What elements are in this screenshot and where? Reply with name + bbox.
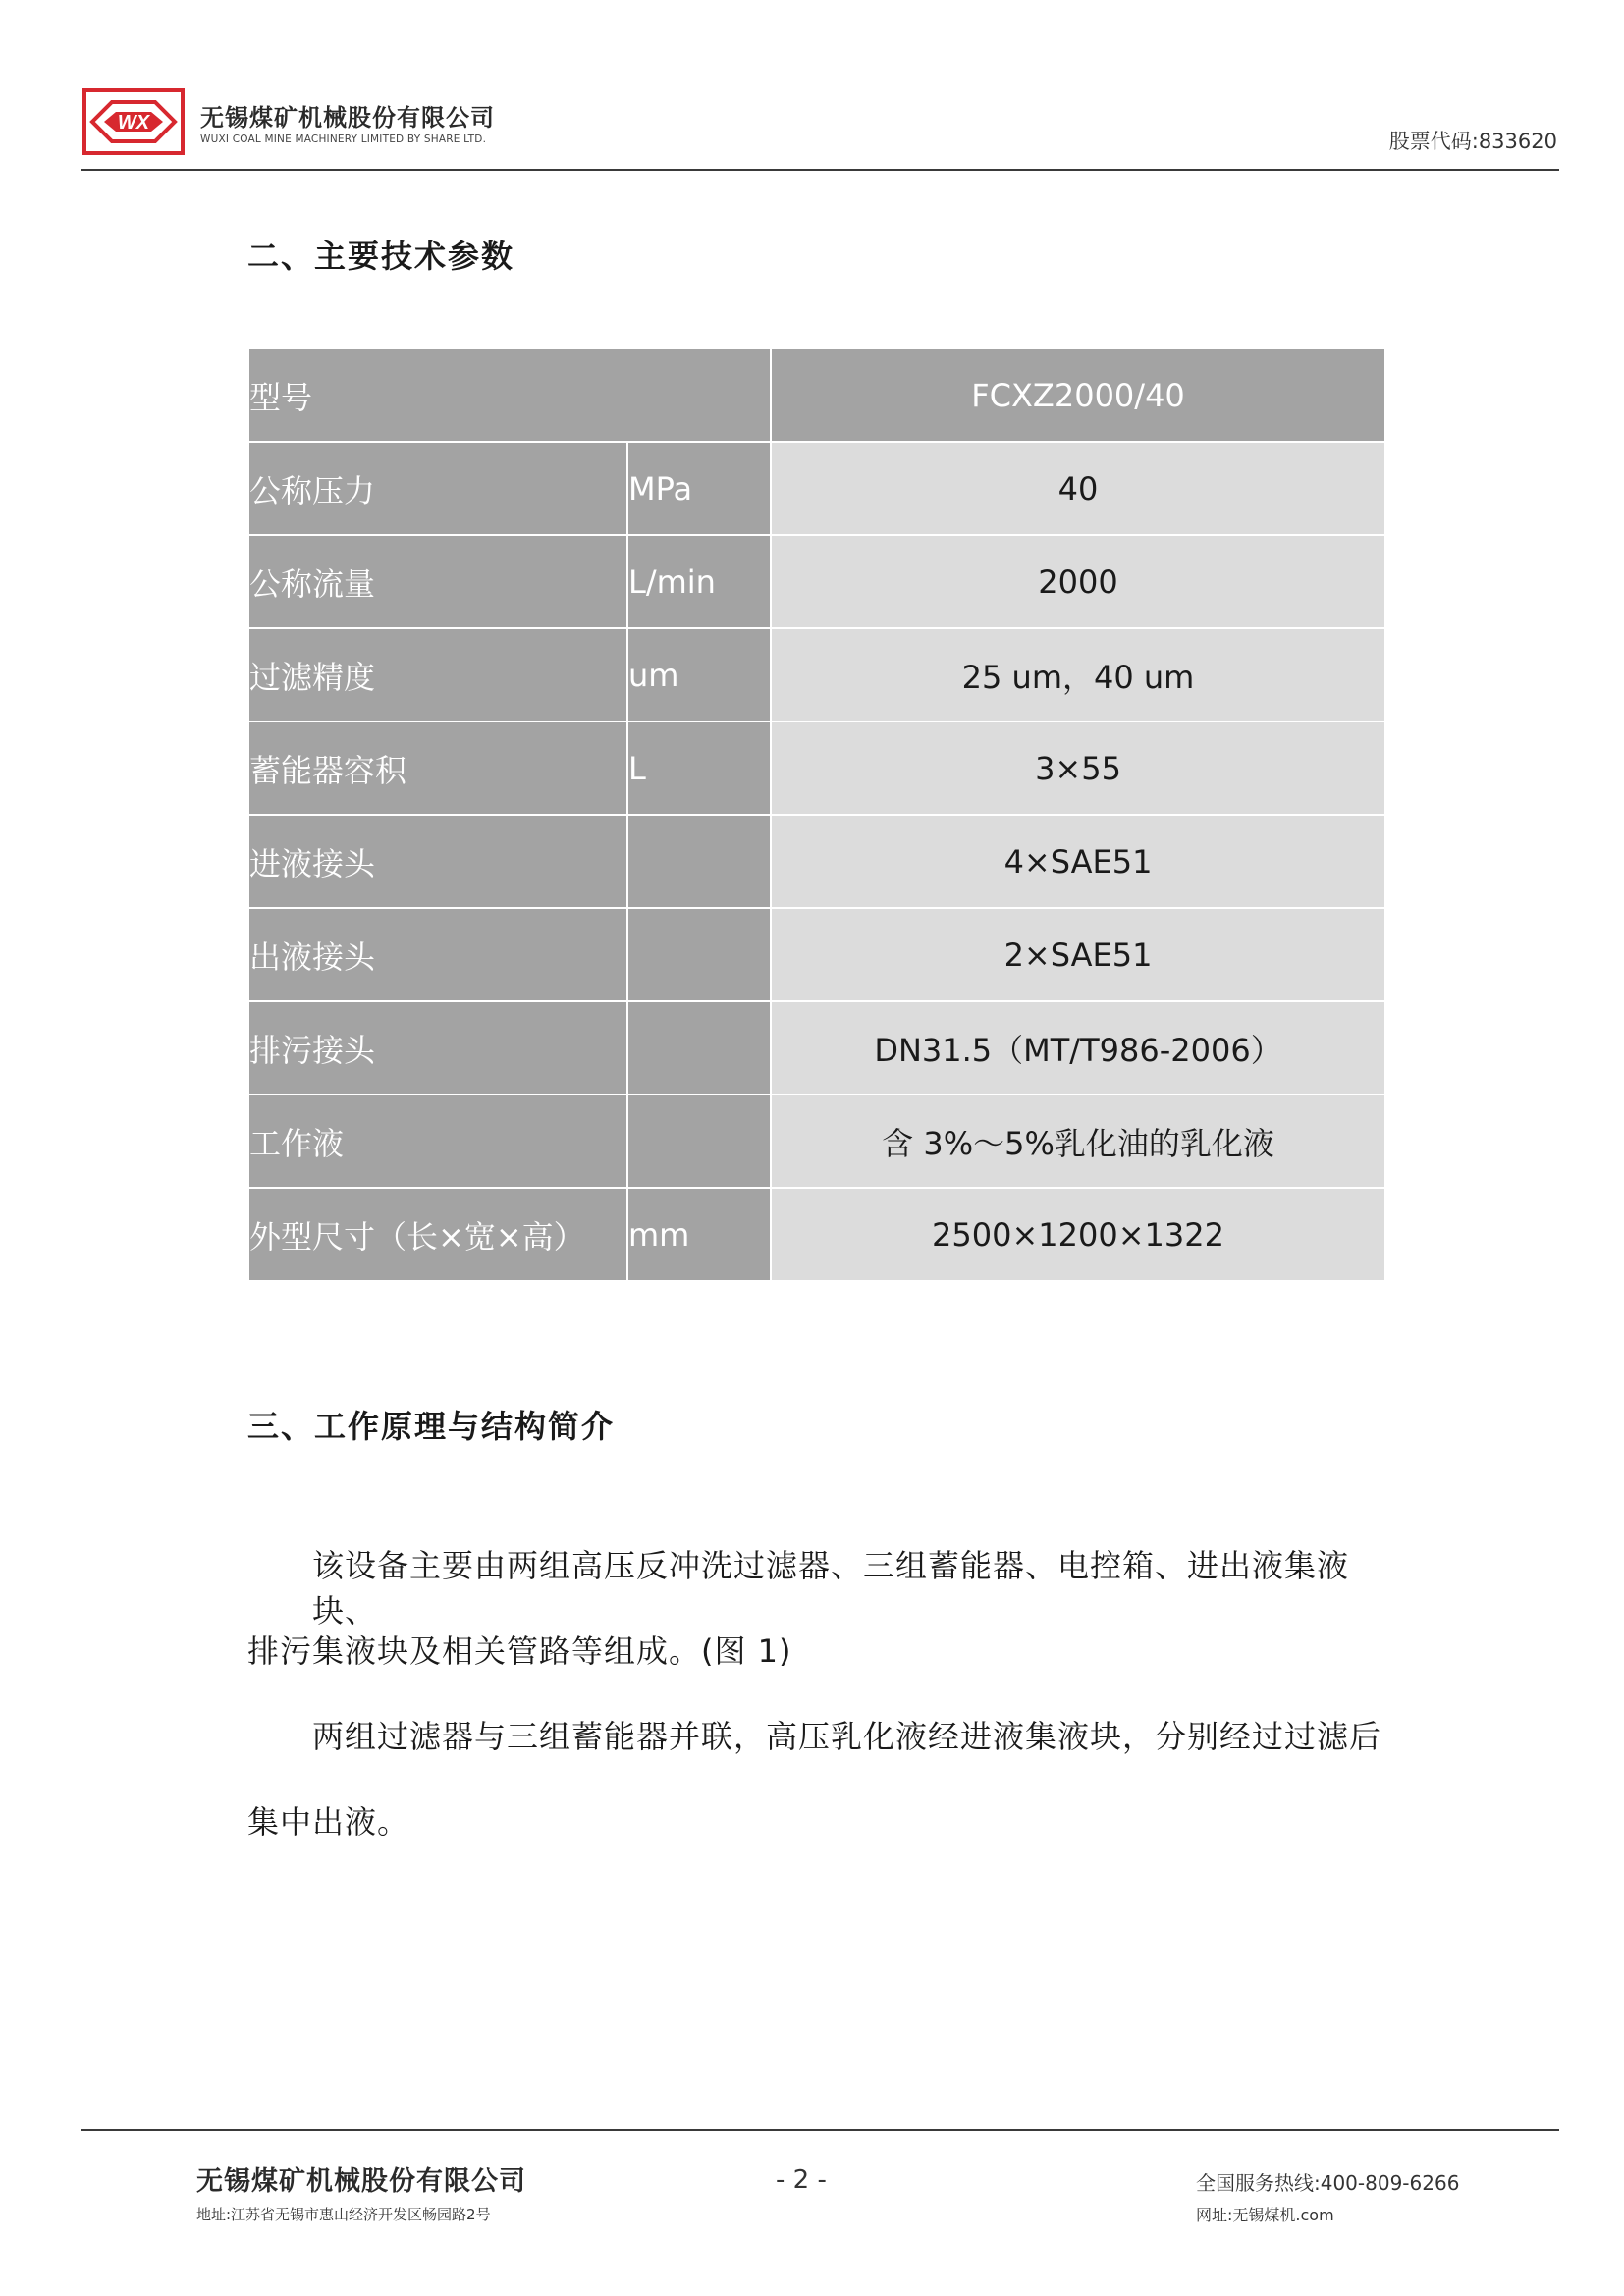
param-unit: mm: [627, 1188, 771, 1281]
table-row: [248, 1001, 1385, 1095]
param-value: 2×SAE51: [771, 908, 1385, 1001]
table-row: [248, 442, 1385, 535]
param-value: FCXZ2000/40: [771, 348, 1385, 442]
param-value: 2500×1200×1322: [771, 1188, 1385, 1281]
param-value: DN31.5（MT/T986-2006）: [771, 1001, 1385, 1095]
param-unit: [627, 908, 771, 1001]
param-unit: um: [627, 628, 771, 721]
paragraph-2-line-2: 集中出液。: [247, 1803, 410, 1841]
page-number: - 2 -: [776, 2165, 827, 2195]
paragraph-1-line-1: 该设备主要由两组高压反冲洗过滤器、三组蓄能器、电控箱、进出液集液块、: [312, 1547, 1350, 1629]
table-row: [248, 721, 1385, 815]
company-name-cn: 无锡煤矿机械股份有限公司: [200, 104, 495, 132]
param-name: 蓄能器容积: [248, 721, 627, 815]
param-unit: MPa: [627, 442, 771, 535]
company-logo: [82, 88, 185, 155]
page-header: [82, 80, 1557, 171]
footer-address: 地址:江苏省无锡市惠山经济开发区畅园路2号: [196, 2206, 491, 2223]
paragraph-2-line-1: 两组过滤器与三组蓄能器并联，高压乳化液经进液集液块，分别经过过滤后: [312, 1718, 1382, 1755]
paragraph-1-line-2: 排污集液块及相关管路等组成。(图 1): [247, 1632, 792, 1670]
section-title-parameters: 二、主要技术参数: [247, 238, 515, 275]
param-unit: L: [627, 721, 771, 815]
param-name: 公称压力: [248, 442, 627, 535]
footer-divider: [81, 2129, 1559, 2131]
param-name: 型号: [248, 348, 771, 442]
param-value: 25 um，40 um: [771, 628, 1385, 721]
param-unit: L/min: [627, 535, 771, 628]
section-title-principle: 三、工作原理与结构简介: [247, 1408, 616, 1445]
table-row-model: [248, 348, 1385, 442]
parameters-table: [247, 347, 1386, 1282]
table-row: [248, 1188, 1385, 1281]
table-row: [248, 1095, 1385, 1188]
param-name: 公称流量: [248, 535, 627, 628]
footer-company: 无锡煤矿机械股份有限公司: [196, 2166, 526, 2197]
param-unit: [627, 1001, 771, 1095]
param-name: 进液接头: [248, 815, 627, 908]
param-name: 出液接头: [248, 908, 627, 1001]
footer-hotline: 全国服务热线:400-809-6266: [1196, 2171, 1460, 2195]
header-divider: [81, 169, 1559, 171]
param-name: 工作液: [248, 1095, 627, 1188]
footer-website: 网址:无锡煤机.com: [1196, 2206, 1334, 2224]
table-row: [248, 908, 1385, 1001]
param-value: 40: [771, 442, 1385, 535]
param-value: 3×55: [771, 721, 1385, 815]
stock-code: 股票代码:833620: [1388, 130, 1557, 153]
param-name: 排污接头: [248, 1001, 627, 1095]
param-name: 过滤精度: [248, 628, 627, 721]
param-value: 2000: [771, 535, 1385, 628]
company-name-en: WUXI COAL MINE MACHINERY LIMITED BY SHARE LTD.: [200, 133, 487, 145]
table-row: [248, 815, 1385, 908]
logo-text: WX: [117, 112, 150, 133]
param-unit: [627, 1095, 771, 1188]
table-row: [248, 535, 1385, 628]
param-value: 4×SAE51: [771, 815, 1385, 908]
table-row: [248, 628, 1385, 721]
param-unit: [627, 815, 771, 908]
param-value: 含 3%～5%乳化油的乳化液: [771, 1095, 1385, 1188]
param-name: 外型尺寸（长×宽×高）: [248, 1188, 627, 1281]
